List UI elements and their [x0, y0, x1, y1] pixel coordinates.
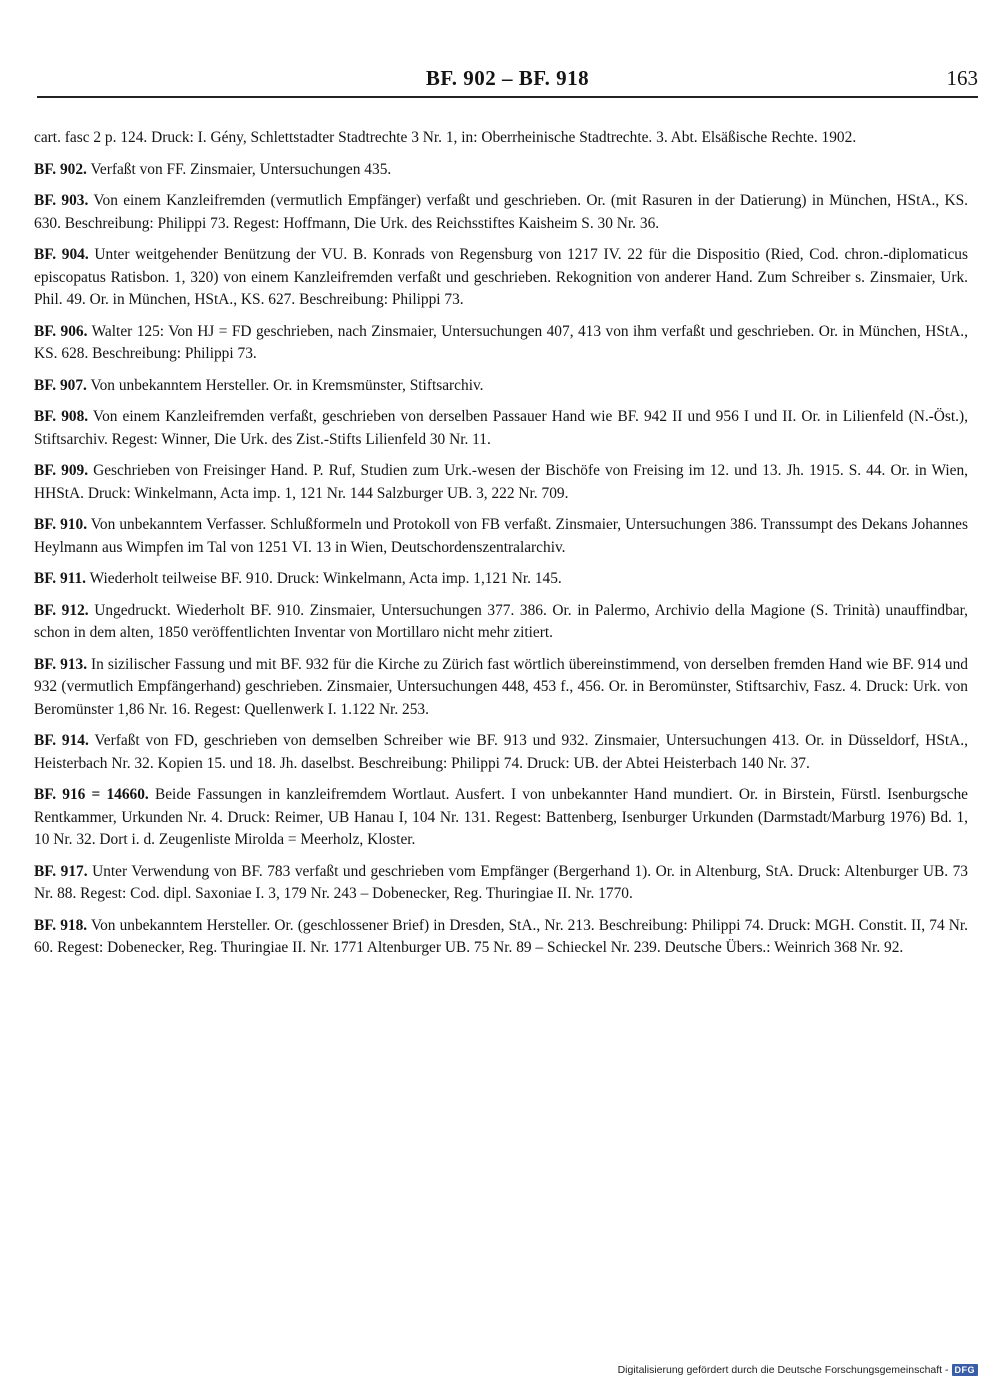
- entry: [34, 127, 968, 150]
- entry-text: Ungedruckt. Wiederholt BF. 910. Zinsmaier, Untersuchungen 377. 386. Or. in Palermo, Archivio della Magione (S. Trinità) unauffindbar, schon in dem alten, 1850 veröffentlichten Inventar von Mortillaro nicht mehr zitiert.: [34, 601, 968, 641]
- entry-ref: BF. 911.: [34, 570, 87, 587]
- entry: [34, 244, 968, 312]
- entry: [34, 784, 968, 852]
- entry-ref: BF. 903.: [34, 192, 89, 209]
- entry: [34, 654, 968, 722]
- entry-ref: BF. 913.: [34, 655, 88, 673]
- entry: [34, 861, 968, 906]
- page-number: 163: [946, 66, 978, 90]
- entry-text: cart. fasc 2 p. 124. Druck: I. Gény, Schlettstadter Stadtrechte 3 Nr. 1, in: Oberrheinische Stadtrechte. 3. Abt. Elsäßische Rechte. 1902.: [34, 129, 857, 146]
- entry-ref: BF. 918.: [34, 916, 88, 934]
- entry-text: Von unbekanntem Verfasser. Schlußformeln und Protokoll von FB verfaßt. Zinsmaier, Untersuchungen 386. Transsumpt des Dekans Johannes Heylmann aus Wimpfen im Tal von 1251 VI. 13 in Wien, Deutschordenszentralarchiv.: [34, 516, 968, 556]
- entry: [34, 159, 968, 182]
- entry: [34, 321, 968, 366]
- entry-text: Von unbekanntem Hersteller. Or. (geschlossener Brief) in Dresden, StA., Nr. 213. Beschreibung: Philippi 74. Druck: MGH. Constit. II, 74 Nr. 60. Regest: Dobenecker, Reg. Thuringiae II. Nr. 1771 Altenburger UB. 75 Nr. 89 – Schieckel Nr. 239. Deutsche Übers.: Weinrich 368 Nr. 92.: [34, 916, 968, 956]
- entry: [34, 730, 968, 775]
- entry-text: Unter weitgehender Benützung der VU. B. Konrads von Regensburg von 1217 IV. 22 für die Dispositio (Ried, Cod. chron.-diplomaticus episcopatus Ratisbon. 1, 320) von einem Kanzleifremden verfaßt und geschrieben. Rekognition von anderer Hand. Zum Schreiber s. Zinsmaier, Urk. Phil. 49. Or. in München, HStA., KS. 627. Beschreibung: Philippi 73.: [34, 246, 968, 308]
- entries-list: [34, 127, 968, 969]
- entry-text: Unter Verwendung von BF. 783 verfaßt und geschrieben vom Empfänger (Bergerhand 1). Or. in Altenburg, StA. Druck: Altenburger UB. 73 Nr. 88. Regest: Cod. dipl. Saxoniae I. 3, 179 Nr. 243 – Dobenecker, Reg. Thuringiae II. Nr. 1770.: [34, 862, 968, 902]
- entry-ref: BF. 902.: [34, 160, 87, 178]
- entry-text: Geschrieben von Freisinger Hand. P. Ruf, Studien zum Urk.-wesen der Bischöfe von Freising im 12. und 13. Jh. 1915. S. 44. Or. in Wien, HHStA. Druck: Winkelmann, Acta imp. 1, 121 Nr. 144 Salzburger UB. 3, 222 Nr. 709.: [34, 462, 968, 502]
- entry-text: In sizilischer Fassung und mit BF. 932 für die Kirche zu Zürich fast wörtlich übereinstimmend, von derselben fremden Hand wie BF. 914 und 932 (vermutlich Empfängerhand) geschrieben. Zinsmaier, Untersuchungen 448, 453 f., 456. Or. in Beromünster, Stiftsarchiv, Fasz. 4. Druck: Urk. von Beromünster 1,86 Nr. 16. Regest: Quellenwerk I. 1.122 Nr. 253.: [34, 655, 968, 718]
- entry: [34, 460, 968, 505]
- running-title: BF. 902 – BF. 918: [425, 66, 590, 90]
- entry-ref: BF. 910.: [34, 516, 88, 533]
- entry-text: Beide Fassungen in kanzleifremdem Wortlaut. Ausfert. I von unbekannter Hand mundiert. Or. in Birstein, Fürstl. Isenburgsche Rentkammer, Urkunden Nr. 4. Druck: Reimer, UB Hanau I, 104 Nr. 131. Regest: Battenberg, Isenburger Urkunden (Darmstadt/Marburg 1976) Bd. 1, 10 Nr. 32. Dort i. d. Zeugenliste Mirolda = Meerholz, Kloster.: [34, 786, 968, 848]
- entry-text: Wiederholt teilweise BF. 910. Druck: Winkelmann, Acta imp. 1,121 Nr. 145.: [86, 570, 562, 587]
- entry-text: Von unbekanntem Hersteller. Or. in Kremsmünster, Stiftsarchiv.: [86, 376, 484, 394]
- entry-text: Von einem Kanzleifremden (vermutlich Empfänger) verfaßt und geschrieben. Or. (mit Rasuren in der Datierung) in München, HStA., KS. 630. Beschreibung: Philippi 73. Regest: Hoffmann, Die Urk. des Reichsstiftes Kaisheim S. 30 Nr. 36.: [34, 192, 968, 232]
- entry-ref: BF. 907.: [34, 376, 87, 394]
- entry: [34, 600, 968, 645]
- entry-ref: BF. 917.: [34, 862, 88, 880]
- footer-credit: Digitalisierung gefördert durch die Deutsche Forschungsgemeinschaft -: [617, 1364, 949, 1376]
- page-header: [37, 62, 978, 98]
- footer: [618, 1364, 978, 1376]
- entry-ref: BF. 908.: [34, 408, 89, 425]
- entry-text: Verfaßt von FD, geschrieben von demselben Schreiber wie BF. 913 und 932. Zinsmaier, Untersuchungen 413. Or. in Düsseldorf, HStA., Heisterbach Nr. 32. Kopien 15. und 18. Jh. daselbst. Beschreibung: Philippi 74. Druck: UB. der Abtei Heisterbach 140 Nr. 37.: [34, 732, 968, 772]
- entry-ref: BF. 906.: [34, 322, 88, 340]
- entry: [34, 190, 968, 235]
- entry-ref: BF. 916 = 14660.: [34, 786, 149, 803]
- entry: [34, 915, 968, 960]
- entry-text: Von einem Kanzleifremden verfaßt, geschrieben von derselben Passauer Hand wie BF. 942 II und 956 I und II. Or. in Lilienfeld (N.-Öst.), Stiftsarchiv. Regest: Winner, Die Urk. des Zist.-Stifts Lilienfeld 30 Nr. 11.: [34, 408, 968, 448]
- entry-text: Verfaßt von FF. Zinsmaier, Untersuchungen 435.: [86, 160, 392, 178]
- entry-ref: BF. 914.: [34, 732, 89, 749]
- entry: [34, 375, 968, 398]
- entry-text: Walter 125: Von HJ = FD geschrieben, nach Zinsmaier, Untersuchungen 407, 413 von ihm verfaßt und geschrieben. Or. in München, HStA., KS. 628. Beschreibung: Philippi 73.: [34, 322, 968, 362]
- entry-ref: BF. 912.: [34, 601, 89, 619]
- entry: [34, 568, 968, 591]
- entry-ref: BF. 904.: [34, 246, 89, 263]
- entry: [34, 514, 968, 559]
- entry-ref: BF. 909.: [34, 462, 89, 479]
- entry: [34, 406, 968, 451]
- dfg-logo: DFG: [952, 1364, 979, 1376]
